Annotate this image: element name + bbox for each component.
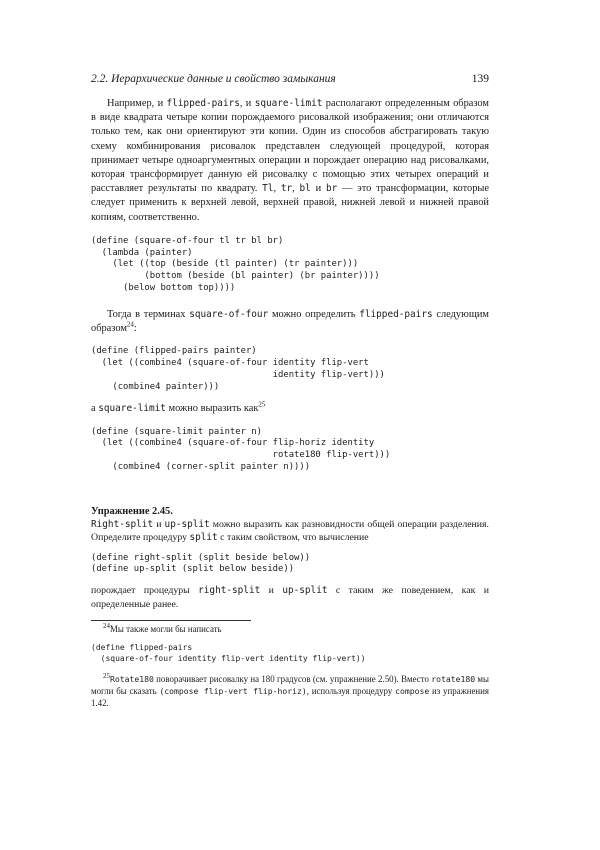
- exercise-statement: [91, 518, 489, 545]
- footnote-rule: [91, 620, 251, 621]
- code-inline: (compose flip-vert flip-horiz): [159, 686, 307, 697]
- text-run: следующим образом: [91, 308, 489, 335]
- text-run: , используя процедуру: [306, 686, 396, 697]
- code-inline: flipped-pairs: [166, 98, 240, 109]
- code-inline: compose: [395, 686, 430, 697]
- text-run: поворачивает рисовалку на 180 градусов (см. упражнение 2.50). Вместо: [153, 674, 432, 685]
- footnote-ref[interactable]: 24: [126, 320, 134, 329]
- paragraph-square-limit: [91, 402, 489, 416]
- text-run: Например, и: [107, 98, 167, 109]
- text-run: — это трансформации, которые следует применить к верхней левой, верхней правой, нижней левой и нижней правой копиям, соответственно.: [91, 183, 489, 223]
- page-number: 139: [471, 73, 489, 85]
- code-inline: up-split: [282, 585, 328, 597]
- footnote-ref[interactable]: 25: [258, 400, 266, 409]
- text-run: можно выразить как разновидности общей операции разделения. Определите процедуру: [91, 518, 489, 544]
- code-inline: Tl: [262, 183, 274, 195]
- header-title: 2.2. Иерархические данные и свойство замыкания: [91, 73, 336, 85]
- page-content: [91, 97, 489, 709]
- code-block-square-limit: (define (square-limit painter n) (let ((combine4 (square-of-four flip-horiz identity rotate180 flip-vert))) (combine4 (corner-split painter n)))): [91, 426, 391, 472]
- text-run: можно выразить как: [165, 403, 259, 415]
- code-inline: split: [189, 532, 218, 544]
- text-run: с таким свойством, что вычисление: [217, 532, 369, 544]
- footnote-24-text: [91, 623, 489, 635]
- footnote-24: [91, 623, 489, 664]
- code-inline: Rotate180: [110, 674, 154, 685]
- paragraph-flipped-pairs: [91, 308, 489, 336]
- text-run: ,: [273, 183, 281, 195]
- text-run: и: [310, 183, 326, 195]
- footnote-25: [91, 673, 489, 709]
- code-block-flipped-pairs: (define (flipped-pairs painter) (let ((combine4 (square-of-four identity flip-vert identity flip-vert))) (combine4 painter))): [91, 346, 385, 392]
- code-block-square-of-four: (define (square-of-four tl tr bl br) (lambda (painter) (let ((top (beside (tl painter) (tr painter))) (bottom (beside (bl painter) (br painter)))) (below bottom top)))): [91, 235, 380, 294]
- text-run: Тогда в терминах: [107, 308, 190, 320]
- text-run: и: [153, 518, 165, 530]
- code-inline: square-of-four: [189, 308, 269, 320]
- code-inline: square-limit: [254, 98, 323, 109]
- footnote-25-text: [91, 673, 489, 709]
- text-run: :: [133, 323, 137, 335]
- exercise-result-text: [91, 584, 489, 611]
- text-run: и: [260, 585, 283, 597]
- code-inline: br: [325, 183, 338, 195]
- text-run: можно определить: [268, 308, 360, 320]
- running-header: [91, 73, 489, 85]
- code-inline: flipped-pairs: [359, 308, 433, 320]
- text-run: ,: [292, 183, 300, 195]
- text-run: из упражнения 1.42.: [91, 686, 489, 709]
- text-run: Мы также могли бы написать: [110, 624, 222, 635]
- code-inline: rotate180: [431, 674, 476, 685]
- exercise-title: Упражнение 2.45.: [91, 505, 173, 517]
- footnote-number: 25: [103, 672, 110, 681]
- paragraph-square-of-four-intro: [91, 97, 489, 225]
- code-inline: right-split: [198, 585, 261, 597]
- footnote-number: 24: [103, 622, 110, 631]
- text-run: , и: [239, 98, 255, 109]
- exercise-2-45: [91, 506, 489, 611]
- code-inline: bl: [299, 183, 311, 195]
- text-run: порождает процедуры: [91, 585, 199, 597]
- text-run: располагают определенным образом в виде квадрата четыре копии порождаемого рисовалкой изображения; они отличаются только тем, как они ориентируют эти копии. Один из способов абстрагировать такую схему комбинирования рисовалок представлен следующей процедурой, которая принимает четыре одноаргументных операции и порождает операцию над рисовалками, которая трансформирует данную ей рисовалку с помощью этих четырех операций и расставляет результаты по квадрату.: [91, 98, 490, 195]
- footnote-24-code: (define flipped-pairs (square-of-four identity flip-vert identity flip-vert)): [91, 643, 366, 664]
- code-inline: up-split: [164, 518, 210, 530]
- text-run: а: [91, 403, 99, 415]
- code-inline: Right-split: [91, 518, 154, 530]
- code-inline: tr: [280, 183, 293, 195]
- code-inline: square-limit: [98, 403, 166, 415]
- exercise-code: (define right-split (split beside below)) (define up-split (split below beside)): [91, 552, 311, 575]
- text-run: с таким же поведением, как и определенные ранее.: [91, 585, 489, 610]
- text-run: мы могли бы сказать: [91, 674, 489, 697]
